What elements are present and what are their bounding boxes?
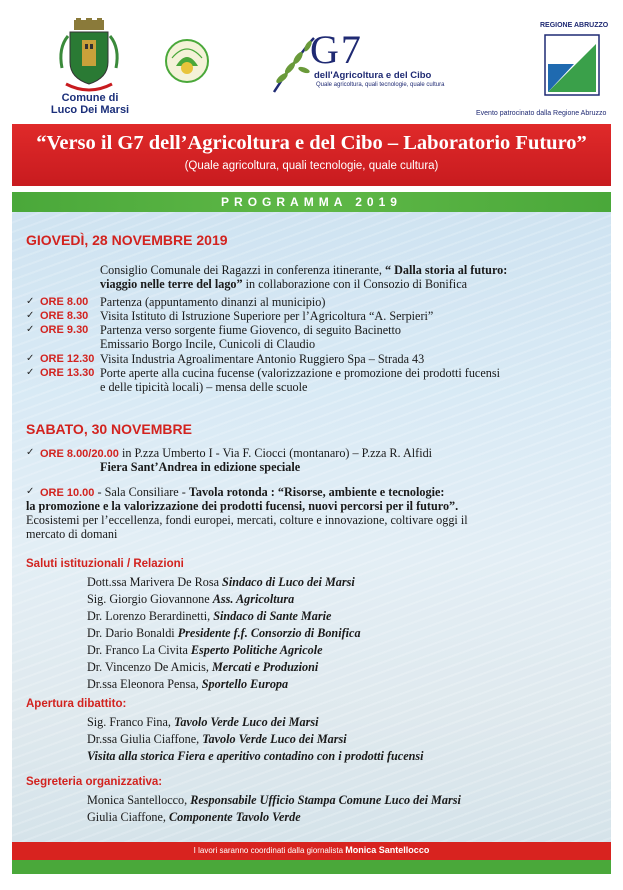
schedule-time: ORE 13.30 (40, 367, 95, 379)
check-icon: ✓ (26, 353, 35, 364)
staff-row: Giulia Ciaffone, Componente Tavolo Verde (87, 810, 301, 824)
schedule-text: Visita Istituto di Istruzione Superiore per l’Agricoltura “A. Serpieri” (100, 309, 434, 323)
regione-label: REGIONE ABRUZZO (540, 22, 609, 29)
schedule-text: Partenza verso sorgente fiume Giovenco, di seguito Bacinetto (100, 323, 401, 337)
speaker-row: Dr.ssa Giulia Ciaffone, Tavolo Verde Luco dei Marsi (87, 732, 347, 746)
tavolo-verde-logo (162, 36, 212, 84)
schedule-time: ORE 12.30 (40, 353, 95, 365)
g7-tagline: Quale agricoltura, quali tecnologie, quale cultura (316, 82, 445, 88)
schedule-time: ORE 9.30 (40, 324, 89, 336)
schedule-text: Partenza (appuntamento dinanzi al municipio) (100, 295, 326, 309)
speaker-row: Sig. Franco Fina, Tavolo Verde Luco dei Marsi (87, 715, 319, 729)
apertura-heading: Apertura dibattito: (26, 698, 127, 710)
speaker-row: Dr.ssa Eleonora Pensa, Sportello Europa (87, 677, 289, 691)
check-icon: ✓ (26, 310, 35, 321)
comune-label (40, 92, 140, 116)
speaker-row: Sig. Giorgio Giovannone Ass. Agricoltura (87, 592, 295, 606)
g7-wordmark: G7 (310, 27, 363, 72)
schedule-time: ORE 8.30 (40, 310, 89, 322)
check-icon: ✓ (26, 296, 35, 307)
speaker-row: Dott.ssa Marivera De Rosa Sindaco di Luco dei Marsi (87, 575, 355, 589)
schedule-text-cont: Emissario Borgo Incile, Cunicoli di Claudio (100, 337, 316, 351)
programma-title: PROGRAMMA 2019 (221, 195, 402, 209)
comune-line2: Luco Dei Marsi (50, 104, 130, 116)
sabato-item2-line3: Ecosistemi per l’eccellenza, fondi europei, mercati, colture e innovazione, coltivare oggi il (26, 513, 468, 527)
speaker-row: Dr. Franco La Civita Esperto Politiche Agricole (87, 643, 323, 657)
check-icon: ✓ (26, 324, 35, 335)
header (0, 0, 623, 126)
sabato-heading: SABATO, 30 NOVEMBRE (26, 421, 192, 437)
giovedi-heading: GIOVEDÌ, 28 NOVEMBRE 2019 (26, 232, 228, 248)
speaker-row: Dr. Dario Bonaldi Presidente f.f. Consorzio di Bonifica (87, 626, 361, 640)
schedule-text: Porte aperte alla cucina fucense (valorizzazione e promozione dei prodotti fucensi (100, 366, 500, 380)
segreteria-heading: Segreteria organizzativa: (26, 776, 163, 788)
visit-note: Visita alla storica Fiera e aperitivo contadino con i prodotti fucensi (87, 749, 424, 763)
comune-line1: Comune di (61, 92, 119, 104)
patrocinio-note: Evento patrocinato dalla Regione Abruzzo (476, 110, 607, 117)
footer-band (12, 842, 611, 860)
giovedi-intro-line2: viaggio nelle terre del lago” in collaborazione con il Consozio di Bonifica (100, 277, 468, 291)
saluti-heading: Saluti istituzionali / Relazioni (26, 558, 184, 570)
title-band (12, 124, 611, 186)
check-icon: ✓ (26, 486, 35, 497)
footer-note: I lavori saranno coordinati dalla giornalista Monica Santellocco (193, 845, 430, 855)
check-icon: ✓ (26, 367, 35, 378)
schedule-text-cont: e delle tipicità locali) – mensa delle scuole (100, 380, 308, 394)
speaker-row: Dr. Vincenzo De Amicis, Mercati e Produzioni (87, 660, 319, 674)
schedule-time: ORE 8.00/20.00 (40, 448, 119, 460)
event-subtitle: (Quale agricoltura, quali tecnologie, quale cultura) (184, 160, 439, 172)
sabato-item2-line2: la promozione e la valorizzazione dei prodotti fucensi, nuovi percorsi per il futuro”. (26, 499, 459, 513)
g7-subtitle: dell'Agricoltura e del Cibo (314, 70, 432, 81)
check-icon: ✓ (26, 447, 35, 458)
staff-row: Monica Santellocco, Responsabile Ufficio Stampa Comune Luco dei Marsi (87, 793, 461, 807)
regione-abruzzo-logo (544, 34, 600, 96)
sabato-item1-bold: Fiera Sant’Andrea in edizione speciale (100, 460, 301, 474)
sabato-item2-line4: mercato di domani (26, 527, 118, 541)
g7-olive-branch-icon (268, 30, 518, 100)
giovedi-intro-line1: Consiglio Comunale dei Ragazzi in conferenza itinerante, “ Dalla storia al futuro: (100, 263, 508, 277)
footer-green-stripe (12, 860, 611, 874)
schedule-time: ORE 8.00 (40, 296, 89, 308)
sabato-item1: ORE 8.00/20.00 in P.zza Umberto I - Via F. Ciocci (montanaro) – P.zza R. Alfidi (40, 446, 433, 460)
moderator-name: Monica Santellocco (345, 845, 430, 855)
programma-band (12, 192, 611, 212)
program-body (12, 212, 611, 842)
event-title: “Verso il G7 dell’Agricoltura e del Cibo – Laboratorio Futuro” (36, 132, 587, 154)
sabato-item2: ORE 10.00 - Sala Consiliare - Tavola rotonda : “Risorse, ambiente e tecnologie: (40, 485, 445, 499)
speaker-row: Dr. Lorenzo Berardinetti, Sindaco di Sante Marie (87, 609, 332, 623)
schedule-time: ORE 10.00 (40, 487, 95, 499)
schedule-text: Visita Industria Agroalimentare Antonio Ruggiero Spa – Strada 43 (100, 352, 425, 366)
